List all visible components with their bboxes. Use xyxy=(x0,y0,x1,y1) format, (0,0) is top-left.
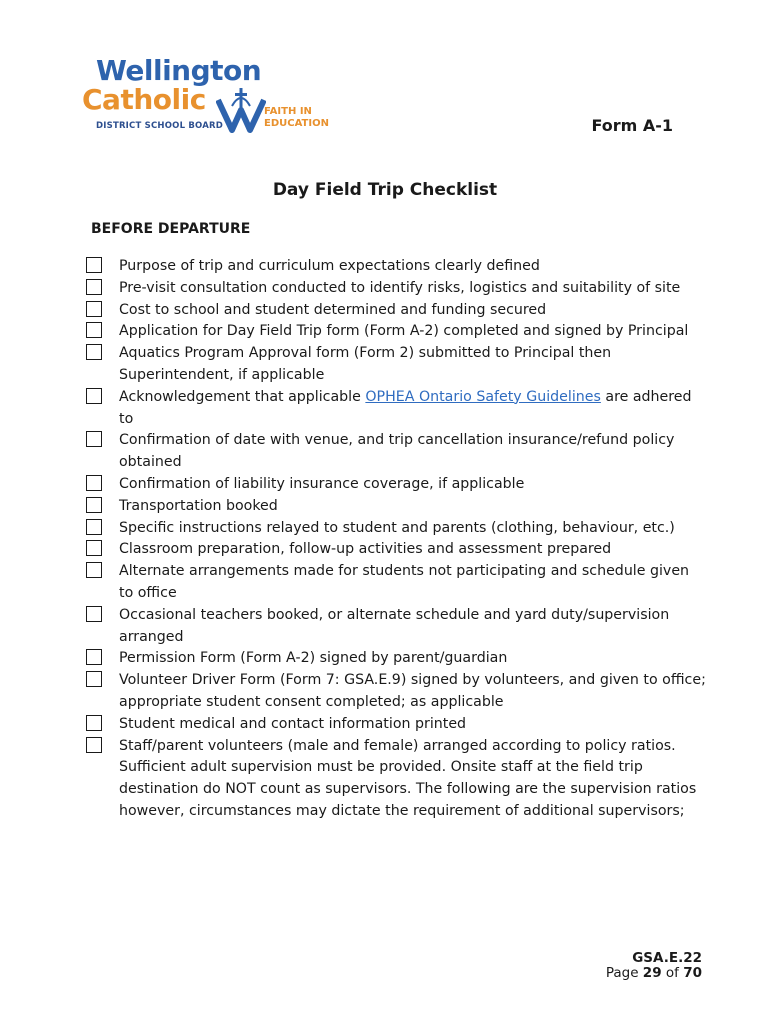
checkbox[interactable] xyxy=(86,475,102,491)
checkbox[interactable] xyxy=(86,562,102,578)
item-text: Alternate arrangements made for students not participating and schedule given to office xyxy=(119,563,690,601)
checklist-item xyxy=(86,736,706,823)
checklist-item xyxy=(86,256,706,278)
checkbox[interactable] xyxy=(86,322,102,338)
checklist-item xyxy=(86,670,706,714)
checklist-item xyxy=(86,518,706,540)
checkbox[interactable] xyxy=(86,344,102,360)
item-text: Transportation booked xyxy=(119,497,278,514)
board-logo xyxy=(82,56,342,136)
tagline-line-1: FAITH IN xyxy=(264,106,312,117)
item-text: Staff/parent volunteers (male and female) arranged according to policy ratios. Sufficient adult supervision must be provided. Onsite staff at the field trip destination do NOT count as supervisors. The following are the supervision ratios however, circumstances may dictate the requirement of additional supervisors; xyxy=(119,737,697,819)
page-title: Day Field Trip Checklist xyxy=(272,180,498,200)
item-text: Occasional teachers booked, or alternate schedule and yard duty/supervision arranged xyxy=(119,606,670,645)
page-number xyxy=(606,966,702,981)
checklist-item xyxy=(86,430,706,474)
item-text: Purpose of trip and curriculum expectations clearly defined xyxy=(119,258,540,274)
item-text: Cost to school and student determined and funding secured xyxy=(119,301,547,318)
checklist-item xyxy=(86,539,706,561)
item-text: Volunteer Driver Form (Form 7: GSA.E.9) signed by volunteers, and given to office; appropriate student consent completed; as applicable xyxy=(119,672,706,710)
checkbox[interactable] xyxy=(86,257,102,273)
total-pages: 70 xyxy=(683,965,702,981)
checkbox[interactable] xyxy=(86,715,102,731)
item-text: Aquatics Program Approval form (Form 2) submitted to Principal then Superintendent, if applicable xyxy=(119,345,612,383)
checkbox[interactable] xyxy=(86,606,102,622)
logo-line-1: Wellington xyxy=(96,54,262,87)
checklist-item xyxy=(86,474,706,496)
checkbox[interactable] xyxy=(86,519,102,535)
checklist-item xyxy=(86,343,706,387)
checkbox[interactable] xyxy=(86,431,102,447)
ophea-guidelines-link[interactable]: OPHEA Ontario Safety Guidelines xyxy=(365,388,601,405)
current-page: 29 xyxy=(642,965,662,981)
page-label: Page xyxy=(605,965,643,981)
item-text: Pre-visit consultation conducted to identify risks, logistics and suitability of site xyxy=(119,279,681,296)
item-text: Permission Form (Form A-2) signed by parent/guardian xyxy=(119,650,508,667)
cross-w-logo-icon xyxy=(216,86,266,134)
checkbox[interactable] xyxy=(86,649,102,665)
checklist-item xyxy=(86,278,706,300)
item-text: Application for Day Field Trip form (Form A-2) completed and signed by Principal xyxy=(119,323,689,340)
checklist-item xyxy=(86,300,706,322)
checkbox[interactable] xyxy=(86,388,102,404)
checklist-item xyxy=(86,321,706,343)
checkbox[interactable] xyxy=(86,671,102,687)
item-text: Classroom preparation, follow-up activities and assessment prepared xyxy=(119,541,612,558)
page-footer xyxy=(606,951,702,981)
checklist-item xyxy=(86,561,706,605)
logo-line-2: Catholic xyxy=(82,83,206,116)
checklist-item xyxy=(86,387,706,431)
checklist-item xyxy=(86,714,706,736)
checklist-item xyxy=(86,605,706,649)
section-heading: BEFORE DEPARTURE xyxy=(91,221,251,237)
checklist xyxy=(86,256,706,823)
logo-board-name: DISTRICT SCHOOL BOARD xyxy=(96,121,223,131)
tagline-line-2: EDUCATION xyxy=(264,118,329,129)
checkbox[interactable] xyxy=(86,497,102,513)
item-text-before-link: Acknowledgement that applicable xyxy=(119,388,366,405)
checklist-item xyxy=(86,648,706,670)
policy-code: GSA.E.22 xyxy=(632,950,702,966)
item-text: Confirmation of date with venue, and trip cancellation insurance/refund policy obtained xyxy=(119,432,675,471)
checkbox[interactable] xyxy=(86,301,102,317)
item-text: Specific instructions relayed to student and parents (clothing, behaviour, etc.) xyxy=(119,519,675,536)
item-text-after-link: are adhered to xyxy=(119,388,692,427)
checkbox[interactable] xyxy=(86,540,102,556)
checkbox[interactable] xyxy=(86,737,102,753)
of-label: of xyxy=(661,965,684,981)
checklist-item xyxy=(86,496,706,518)
item-text: Student medical and contact information printed xyxy=(119,715,467,732)
checkbox[interactable] xyxy=(86,279,102,295)
item-text: Confirmation of liability insurance coverage, if applicable xyxy=(119,475,525,492)
form-id: Form A-1 xyxy=(591,116,673,135)
logo-tagline xyxy=(264,106,329,130)
